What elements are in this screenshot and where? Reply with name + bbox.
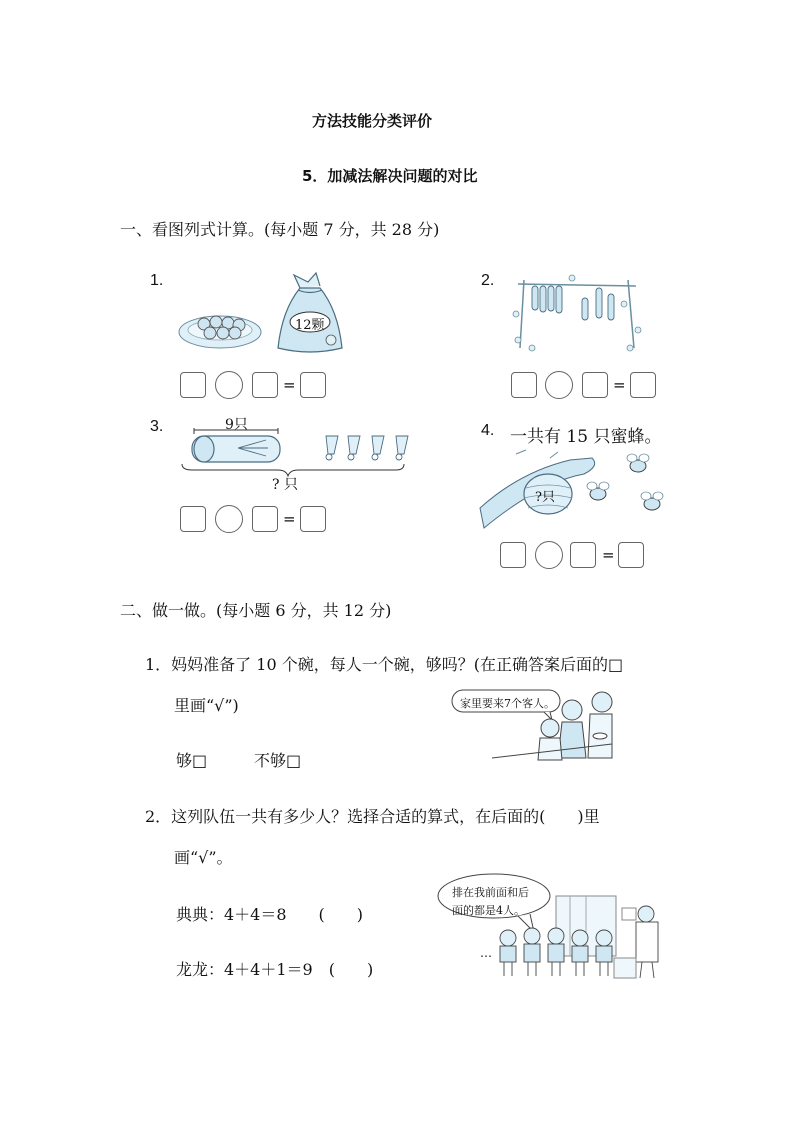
problem1-number: 1. — [150, 272, 164, 289]
hive-label: ?只 — [535, 490, 555, 505]
q2-dots: … — [480, 946, 492, 960]
answer-box-3b[interactable] — [252, 506, 278, 532]
section2-heading: 二、做一做。(每小题 6 分，共 12 分) — [120, 601, 392, 620]
answer-box-1b[interactable] — [252, 372, 278, 398]
equals-sign-1: = — [283, 376, 296, 394]
beehive-illustration — [480, 448, 670, 538]
answer-box-3c[interactable] — [300, 506, 326, 532]
q2-bubble-line1: 排在我前面和后 — [452, 886, 529, 899]
answer-box-2b[interactable] — [582, 372, 608, 398]
q2-answer-diandian[interactable]: 典典：4＋4＝8 ( ) — [176, 905, 364, 924]
q2-answer-longlong[interactable]: 龙龙：4＋4＋1＝9 ( ) — [176, 960, 374, 979]
operator-circle-1[interactable] — [215, 371, 243, 399]
strawberry-plate-illustration — [178, 308, 268, 353]
answer-box-3a[interactable] — [180, 506, 206, 532]
operator-circle-4[interactable] — [535, 541, 563, 569]
page-subtitle: 5．加减法解决问题的对比 — [302, 167, 478, 185]
answer-box-1c[interactable] — [300, 372, 326, 398]
problem3-number: 3. — [150, 418, 164, 435]
answer-box-2c[interactable] — [630, 372, 656, 398]
candy-bag-illustration — [272, 270, 347, 355]
drying-rack-illustration — [512, 274, 642, 354]
problem4-number: 4. — [481, 422, 495, 439]
answer-box-4b[interactable] — [570, 542, 596, 568]
q1-option-not-enough[interactable]: 不够□ — [254, 751, 302, 770]
q1-line2: 里画“√”) — [174, 696, 239, 715]
answer-box-4a[interactable] — [500, 542, 526, 568]
equals-sign-4: = — [602, 546, 615, 564]
tube-count-label: 9只 — [225, 417, 248, 433]
q1-option-enough[interactable]: 够□ — [176, 751, 208, 770]
operator-circle-3[interactable] — [215, 505, 243, 533]
q2-line1: 2．这列队伍一共有多少人？选择合适的算式，在后面的( )里 — [145, 807, 600, 826]
equals-sign-3: = — [283, 510, 296, 528]
operator-circle-2[interactable] — [545, 371, 573, 399]
problem4-text: 一共有 15 只蜜蜂。 — [510, 427, 662, 447]
q2-bubble-line2: 面的都是4人。 — [452, 904, 525, 917]
q1-line1: 1．妈妈准备了 10 个碗，每人一个碗，够吗？(在正确答案后面的□ — [145, 655, 624, 674]
page-title: 方法技能分类评价 — [312, 112, 433, 130]
q2-line2: 画“√”。 — [174, 848, 233, 867]
q1-bubble-text: 家里要来7个客人。 — [460, 697, 555, 710]
bag-label: 12颗 — [295, 318, 325, 333]
answer-box-1a[interactable] — [180, 372, 206, 398]
section1-heading: 一、看图列式计算。(每小题 7 分，共 28 分) — [120, 220, 440, 239]
total-count-label: ? 只 — [272, 477, 298, 493]
problem2-number: 2. — [481, 272, 495, 289]
shuttlecock-tube-illustration — [178, 426, 418, 498]
equals-sign-2: = — [613, 376, 626, 394]
answer-box-2a[interactable] — [511, 372, 537, 398]
answer-box-4c[interactable] — [618, 542, 644, 568]
